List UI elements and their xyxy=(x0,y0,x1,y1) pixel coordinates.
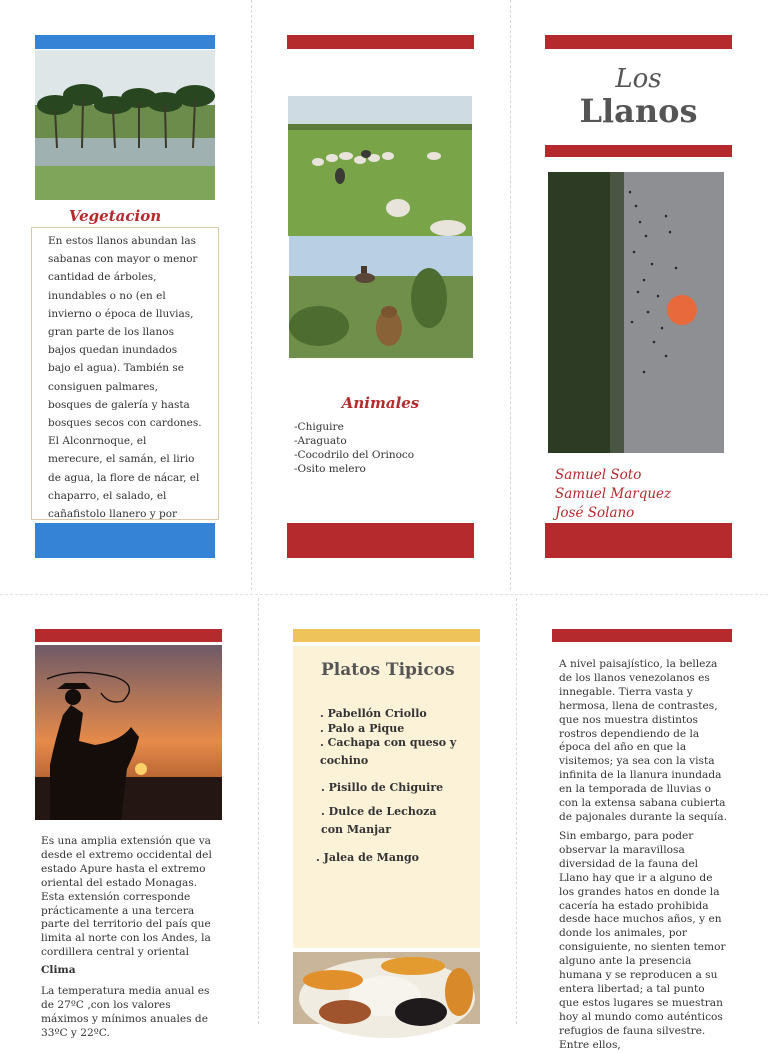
cattle-herd-photo xyxy=(288,96,472,236)
list-item: -Chiguire xyxy=(294,421,344,433)
top-bar xyxy=(552,629,732,642)
top-bar xyxy=(287,35,474,49)
dish-item: . Pabellón Criollo xyxy=(320,707,427,720)
paisaje-paragraph-2: Sin embargo, para poder observar la maravillosa diversidad de la fauna del Llano hay que ir a alguno de los grandes hatos en donde la cacería ha estado prohibida desde hace muchos años, y en donde los animales, por consiguiente, no sienten temor alguno ante la presencia humana y se reproducen a su entera libertad; a tal punto que estos lugares se muestran hoy al mundo como auténticos refugios de fauna silvestre. Entre ellos, xyxy=(559,830,726,1051)
dish-item: . Dulce de Lechoza con Manjar xyxy=(321,805,437,836)
palm-wetland-photo xyxy=(35,50,215,200)
fold-line xyxy=(510,0,511,590)
pabellon-dish-photo xyxy=(293,952,480,1024)
top-bar xyxy=(293,629,480,642)
author-name: Samuel Marquez xyxy=(555,486,672,502)
vegetacion-paragraph-2: El Alconrnoque, el merecure, el samán, el lirio de agua, la flore de nácar, el chaparro, el salado, el cañafistolo llanero y por xyxy=(48,435,200,521)
list-item: -Araguato xyxy=(294,435,347,447)
bottom-bar xyxy=(545,523,732,558)
bottom-bar xyxy=(287,523,474,558)
vegetacion-text-box xyxy=(31,227,219,520)
top-bar xyxy=(35,629,222,642)
vegetacion-paragraph-1: En estos llanos abundan las sabanas con mayor o menor cantidad de árboles, inundables o no (en el invierno o época de lluvias, gran parte de los llanos bajos quedan inundados bajo el agua). También se consiguen palmares, bosques de galería y hasta bosques secos con cardones. xyxy=(48,235,202,430)
fold-line xyxy=(258,598,259,1024)
fold-line xyxy=(516,598,517,1024)
vegetacion-heading: Vegetacion xyxy=(68,207,162,225)
paisaje-paragraph-1: A nivel paisajístico, la belleza de los llanos venezolanos es innegable. Tierra vasta y hermosa, llena de contrastes, que nos muestra distintos rostros dependiendo de la época del año en que la visitemos; ya sea con la vista infinita de la llanura inundada en la temporada de lluvias o con la extensa sabana cubierta de pajonales durante la sequía. xyxy=(559,658,727,823)
bottom-bar xyxy=(35,523,215,558)
cover-title-main: Llanos xyxy=(579,92,698,130)
platos-heading: Platos Tipicos xyxy=(321,660,455,680)
authors-list xyxy=(555,466,732,523)
page-divider xyxy=(0,594,768,595)
sunset-birds-photo xyxy=(548,172,724,453)
platos-box xyxy=(293,646,480,948)
title-underline-bar xyxy=(545,145,732,157)
dish-item: . Cachapa con queso y cochino xyxy=(320,736,457,767)
capybara-photo xyxy=(289,236,473,358)
list-item: -Cocodrilo del Orinoco xyxy=(294,449,415,461)
cowboy-sunset-photo xyxy=(35,645,222,820)
animales-heading: Animales xyxy=(341,394,420,412)
cover-title-top: Los xyxy=(615,64,662,94)
author-name: José Solano xyxy=(555,505,635,521)
animales-list xyxy=(294,420,469,476)
clima-text: La temperatura media anual es de 27ºC ,con los valores máximos y mínimos anuales de 33ºC y 22ºC. xyxy=(41,985,210,1039)
dish-item: . Palo a Pique xyxy=(320,722,405,735)
clima-heading: Clima xyxy=(41,964,76,976)
author-name: Samuel Soto xyxy=(555,467,642,483)
dish-item: . Jalea de Mango xyxy=(316,851,419,864)
descripcion-paragraph: Es una amplia extensión que va desde el extremo occidental del estado Apure hasta el extremo oriental del estado Monagas. Esta extensión corresponde prácticamente a una tercera parte del territorio del país que limita al norte con los Andes, la cordillera central y oriental xyxy=(41,835,212,959)
fold-line xyxy=(251,0,252,590)
dish-item: . Pisillo de Chiguire xyxy=(321,781,444,794)
list-item: -Osito melero xyxy=(294,463,366,475)
top-bar xyxy=(545,35,732,49)
top-bar xyxy=(35,35,215,49)
